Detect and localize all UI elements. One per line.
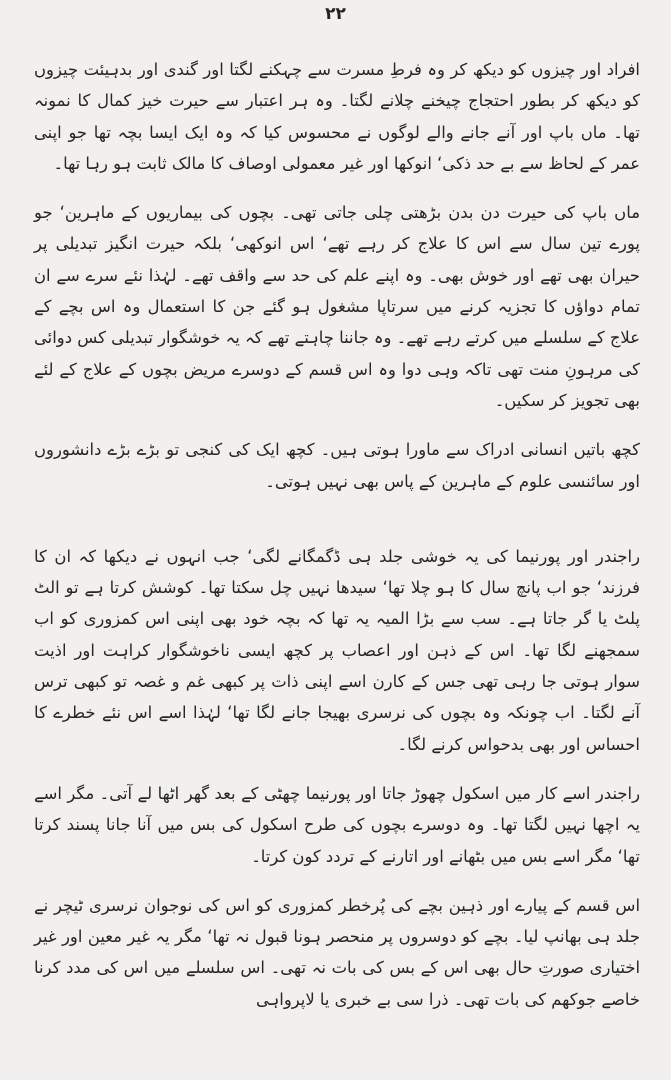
paragraph-2: ماں باپ کی حیرت دن بدن بڑھتی چلی جاتی تھی۔ بچوں کی بیماریوں کے ماہرین‘ جو پورے تین سال سے اس کا علاج کر رہے تھے‘ اس انوکھی‘ بلکہ حیرت انگیز تبدیلی پر حیران بھی تھے اور خوش بھی۔ وہ اپنے علم کی حد سے واقف تھے۔ لہٰذا نئے سرے سے ان تمام دواؤں کا تجزیہ کرنے میں سرتاپا مشغول ہو گئے جن کا استعمال وہ اس بچے کے علاج کے سلسلے میں کرتے رہے تھے۔ وہ جاننا چاہتے تھے کہ یہ خوشگوار تبدیلی کس دوائی کی مرہونِ منت تھی تاکہ وہی دوا وہ اس قسم کے دوسرے مریض بچوں کے علاج کے لئے بھی تجویز کر سکیں۔ (34, 203, 640, 410)
page-body (34, 54, 640, 1033)
paragraph-4: راجندر اور پورنیما کی یہ خوشی جلد ہی ڈگمگانے لگی‘ جب انہوں نے دیکھا کہ ان کا فرزند‘ جو اب پانچ سال کا ہو چلا تھا‘ سیدھا نہیں چل سکتا تھا۔ کوشش کرتا ہے تو الٹ پلٹ یا گر جاتا ہے۔ سب سے بڑا المیہ یہ تھا کہ بچہ خود بھی اپنی اس کمزوری کو اب سمجھنے لگا تھا۔ اس کے ذہن اور اعصاب پر کچھ ایسی ناخوشگوار کراہت اور اذیت سوار ہوتی جا رہی تھی جس کے کارن اسے اپنی ذات پر کبھی غم و غصہ تو کبھی ترس آنے لگتا۔ اب چونکہ وہ بچوں کی نرسری بھیجا جانے لگا تھا‘ لہٰذا اسے اس نئے خطرے کا احساس اور بھی بدحواس کرنے لگا۔ (34, 546, 640, 754)
paragraph-1: افراد اور چیزوں کو دیکھ کر وہ فرطِ مسرت سے چہکنے لگتا اور گندی اور بدہیئت چیزوں کو دیکھ کر بطور احتجاج چیخنے چلانے لگتا۔ وہ ہر اعتبار سے حیرت خیز کمال کا نمونہ تھا۔ ماں باپ اور آنے جانے والے لوگوں نے محسوس کیا کہ وہ ایک ایسا بچہ تھا جو اپنی عمر کے لحاظ سے بے حد ذکی‘ انوکھا اور غیر معمولی اوصاف کا مالک ثابت ہو رہا تھا۔ (34, 60, 640, 173)
paragraph-5: راجندر اسے کار میں اسکول چھوڑ جاتا اور پورنیما چھٹی کے بعد گھر اٹھا لے آتی۔ مگر اسے یہ اچھا نہیں لگتا تھا۔ وہ دوسرے بچوں کی طرح اسکول کی بس میں آنا جانا پسند کرتا تھا‘ مگر اسے بس میں بٹھانے اور اتارنے کے تردد کون کرتا۔ (34, 783, 640, 866)
page-number: ۲۲ (325, 4, 346, 24)
paragraph-3: کچھ باتیں انسانی ادراک سے ماورا ہوتی ہیں۔ کچھ ایک کی کنجی تو بڑے بڑے دانشوروں اور سائنسی علوم کے ماہرین کے پاس بھی نہیں ہوتی۔ (34, 440, 640, 491)
paragraph-6: اس قسم کے پیارے اور ذہین بچے کی پُرخطر کمزوری کو اس کی نوجوان نرسری ٹیچر نے جلد ہی بھانپ لیا۔ بچے کو دوسروں پر منحصر ہونا قبول نہ تھا‘ مگر یہ غیر معین اور غیر اختیاری صورتِ حال بھی اس کے بس کی بات نہ تھی۔ اس سلسلے میں اس کی مدد کرنا خاصے جوکھم کی بات تھی۔ ذرا سی بے خبری یا لاپرواہی (34, 895, 640, 1009)
